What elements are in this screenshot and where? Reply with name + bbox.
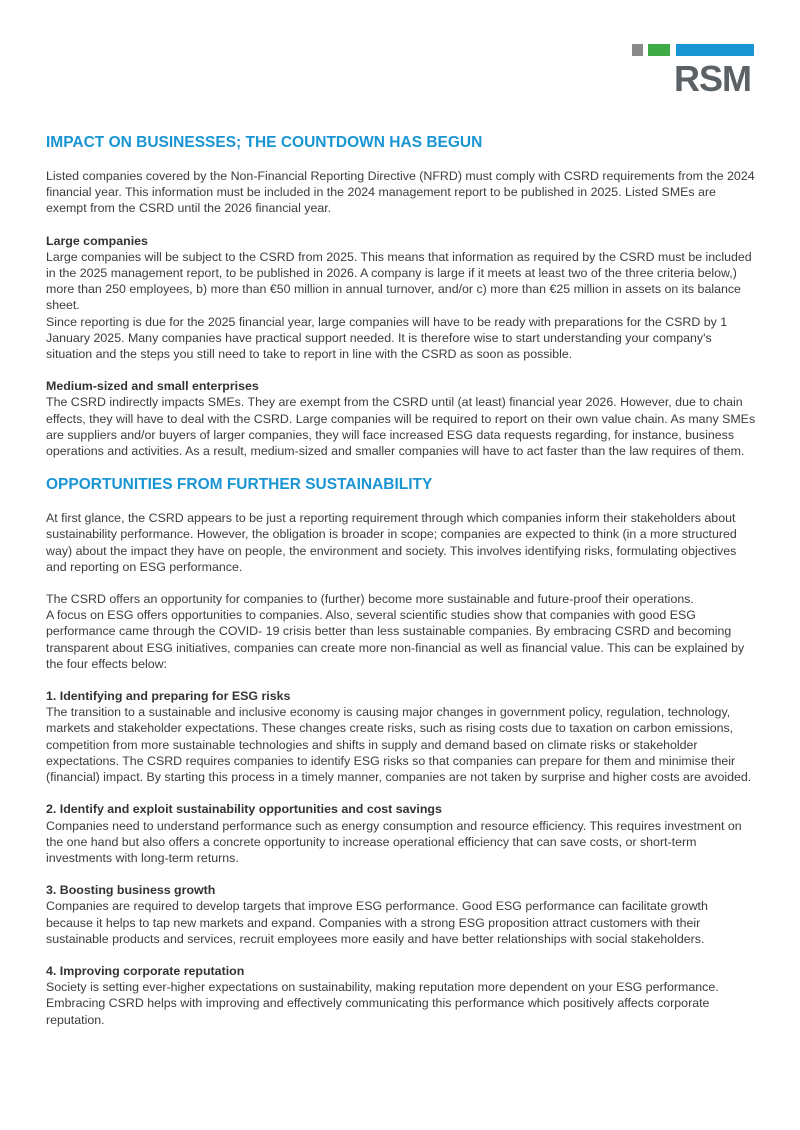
subheading-sme: Medium-sized and small enterprises [46, 379, 259, 394]
effect-1-title: 1. Identifying and preparing for ESG risks [46, 689, 291, 704]
opportunities-paragraph-3: A focus on ESG offers opportunities to companies. Also, several scientific studies show that companies with good ESG performance came through the COVID- 19 crisis better than less sustainable companies. By embracing CSRD and becoming transparent about ESG initiatives, companies can create more non-financial as well as financial value. This can be explained by the four effects below: [46, 608, 745, 671]
rsm-logo [632, 44, 754, 100]
logo-bar-grey [632, 44, 643, 56]
opportunities-paragraph-1: At first glance, the CSRD appears to be just a reporting requirement through which companies inform their stakeholders about sustainability performance. However, the obligation is broader in scope; companies are expected to think (in a more structured way) about the impact they have on people, the environment and society. This involves identifying risks, formulating objectives and reporting on ESG performance. [46, 511, 737, 574]
effect-3-text: Companies are required to develop targets that improve ESG performance. Good ESG performance can facilitate growth because it helps to tap new markets and expand. Companies with a strong ESG proposition attract customers with their sustainable products and services, recruit employees more easily and have better relationships with social stakeholders. [46, 899, 708, 946]
effect-4-title: 4. Improving corporate reputation [46, 963, 245, 978]
logo-bar-green [648, 44, 670, 56]
sme-paragraph: The CSRD indirectly impacts SMEs. They are exempt from the CSRD until (at least) financial year 2026. However, due to chain effects, they will have to deal with the CSRD. Large companies will be required to report on their own value chain. As many SMEs are suppliers and/or buyers of larger companies, they will face increased ESG data requests regarding, for instance, business operations and activities. As a result, medium-sized and smaller companies will have to act faster than the law requires of them. [46, 395, 756, 459]
logo-bar-blue [676, 44, 754, 56]
large-companies-paragraph-1: Large companies will be subject to the CSRD from 2025. This means that information as required by the CSRD must be included in the 2025 management report, to be published in 2026. A company is large if it meets at least two of the three criteria below,) more than 250 employees, b) more than €50 million in annual turnover, and/or c) more than €25 million in assets on its balance sheet. [46, 249, 752, 313]
section-heading-impact: IMPACT ON BUSINESSES; THE COUNTDOWN HAS BEGUN [46, 134, 483, 151]
logo-wordmark: RSM [674, 58, 751, 99]
large-companies-paragraph-2: Since reporting is due for the 2025 financial year, large companies will have to be ready with preparations for the CSRD by 1 January 2025. Many companies have practical support needed. It is therefore wise to start understanding your company's situation and the steps you still need to take to report in line with the CSRD as soon as possible. [46, 314, 728, 362]
effect-2-title: 2. Identify and exploit sustainability opportunities and cost savings [46, 802, 442, 817]
effect-3-title: 3. Boosting business growth [46, 883, 216, 898]
opportunities-paragraph-2: The CSRD offers an opportunity for companies to (further) become more sustainable and future-proof their operations. [46, 592, 694, 607]
section-heading-opportunities: OPPORTUNITIES FROM FURTHER SUSTAINABILITY [46, 476, 433, 494]
effect-2-text: Companies need to understand performance such as energy consumption and resource efficiency. This requires investment on the one hand but also offers a concrete opportunity to increase operational efficiency that can save costs, or short-term investments with long-term returns. [46, 818, 742, 865]
effect-4-text: Society is setting ever-higher expectations on sustainability, making reputation more dependent on your ESG performance. Embracing CSRD helps with improving and effectively communicating this performance which positively affects corporate reputation. [46, 980, 719, 1027]
effect-1-text: The transition to a sustainable and inclusive economy is causing major changes in government policy, regulation, technology, markets and stakeholder expectations. These changes create risks, such as rising costs due to taxation on carbon emissions, competition from more sustainable technologies and shifts in supply and demand based on climate risks or stakeholder expectations. The CSRD requires companies to identify ESG risks so that companies can prepare for them and minimise their (financial) impact. By starting this process in a timely manner, companies are not taken by surprise and higher costs are avoided. [46, 705, 752, 785]
intro-paragraph: Listed companies covered by the Non-Financial Reporting Directive (NFRD) must comply with CSRD requirements from the 2024 financial year. This information must be included in the 2024 management report to be published in 2025. Listed SMEs are exempt from the CSRD until the 2026 financial year. [46, 169, 755, 216]
document-body [46, 132, 758, 1028]
subheading-large-companies: Large companies [46, 233, 148, 248]
